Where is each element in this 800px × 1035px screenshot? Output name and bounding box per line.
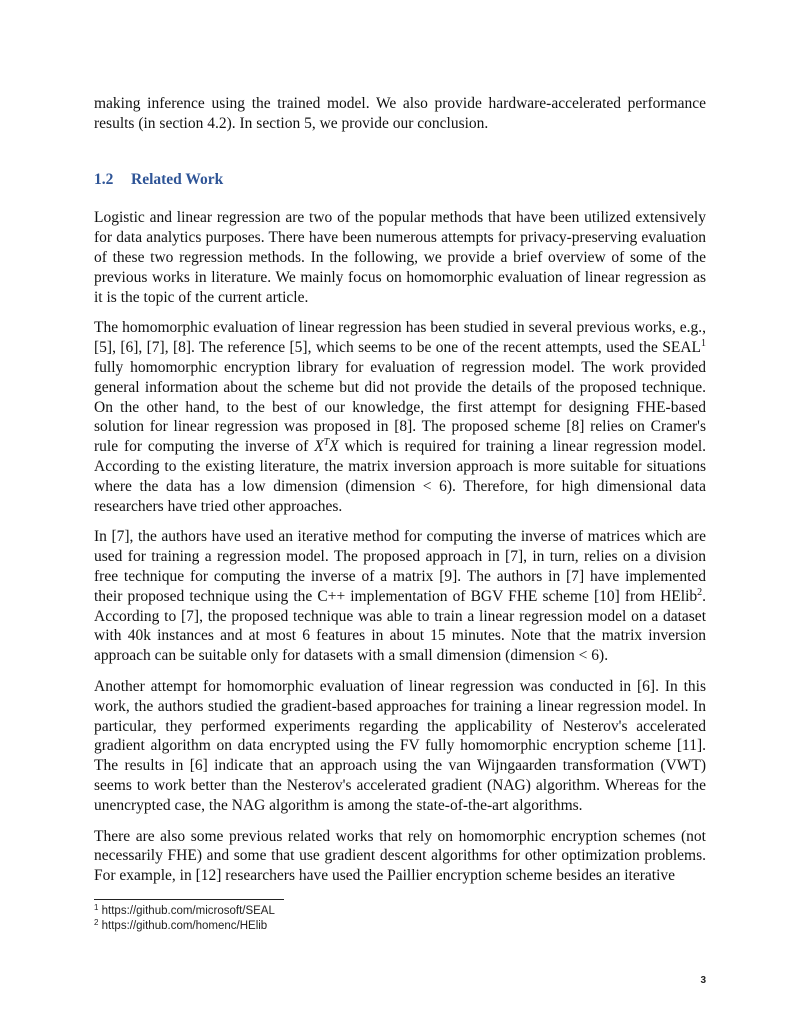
footnote-ref-2[interactable]: 2 [697, 586, 703, 598]
paragraph-2-text-a: The homomorphic evaluation of linear regression has been studied in several previous works, e.g., [5], [6], [7], [8]. The reference [5], which seems to be one of the recent attempts, used the SEAL [94, 319, 706, 357]
math-xtx [314, 438, 339, 455]
footnote-1-link[interactable]: https://github.com/microsoft/SEAL [98, 905, 275, 917]
footnote-ref-1[interactable]: 1 [701, 338, 706, 350]
math-transpose: T [323, 437, 330, 449]
intro-paragraph: making inference using the trained model. We also provide hardware-accelerated performance results (in section 4.2). In section 5, we provide our conclusion. [94, 95, 706, 132]
paragraph-3 [94, 527, 706, 666]
paragraph-5: There are also some previous related works that rely on homomorphic encryption schemes (not necessarily FHE) and some that use gradient descent algorithms for other optimization problems. For example, in [12] researchers have used the Paillier encryption scheme besides an iterative [94, 827, 706, 885]
page-number: 3 [700, 975, 706, 986]
section-title: Related Work [131, 170, 224, 188]
footnote-divider [94, 899, 284, 900]
paragraph-3-text-b: . According to [7], the proposed technique was able to train a linear regression model on a dataset with 40k instances and at most 6 features in about 15 minutes. Note that the matrix inversion approach can be suitable only for datasets with a small dimension (dimension < 6). [94, 587, 706, 665]
math-x-tail: X [329, 438, 339, 456]
footnote-1 [94, 904, 706, 919]
footnotes [94, 899, 706, 934]
paragraph-4: Another attempt for homomorphic evaluation of linear regression was conducted in [6]. In this work, the authors studied the gradient-based approaches for training a linear regression model. In particular, they performed experiments regarding the applicability of Nesterov's accelerated gradient algorithm on data encrypted using the FV fully homomorphic encryption scheme [11]. The results in [6] indicate that an approach using the van Wijngaarden transformation (VWT) seems to work better than the Nesterov's accelerated gradient (NAG) algorithm. Whereas for the unencrypted case, the NAG algorithm is among the state-of-the-art algorithms. [94, 677, 706, 814]
footnote-2 [94, 919, 706, 934]
paragraph-2-text-b: fully homomorphic encryption library for evaluation of regression model. The work provided general information about the scheme but did not provide the details of the proposed technique. On the other hand, to the best of our knowledge, the first attempt for designing FHE-based solution for linear regression was proposed in [8]. The proposed scheme [8] relies on Cramer's rule for computing the inverse of [94, 358, 706, 456]
footnote-2-link[interactable]: https://github.com/homenc/HElib [98, 920, 268, 932]
footnote-1-mark: 1 [94, 903, 99, 912]
footnote-2-mark: 2 [94, 918, 99, 927]
math-x: X [314, 438, 324, 456]
section-heading [94, 170, 706, 190]
body-text [94, 94, 706, 897]
section-number: 1.2 [94, 170, 114, 188]
paragraph-1: Logistic and linear regression are two of the popular methods that have been utilized extensively for data analytics purposes. There have been numerous attempts for privacy-preserving evaluation of these two regression methods. In the following, we provide a brief overview of some of the previous works in literature. We mainly focus on homomorphic evaluation of linear regression as it is the topic of the current article. [94, 209, 706, 306]
paragraph-2 [94, 318, 706, 516]
paragraph-3-text-a: In [7], the authors have used an iterative method for computing the inverse of matrices which are used for training a regression model. The proposed approach in [7], in turn, relies on a division free technique for computing the inverse of a matrix [9]. The authors in [7] have implemented their proposed technique using the C++ implementation of BGV FHE scheme [10] from HElib [94, 528, 706, 605]
paragraph-2-text-c: which is required for training a linear regression model. According to the existing literature, the matrix inversion approach is more suitable for situations where the data has a low dimension (dimension < 6). Therefore, for high dimensional data researchers have tried other approaches. [94, 438, 707, 515]
